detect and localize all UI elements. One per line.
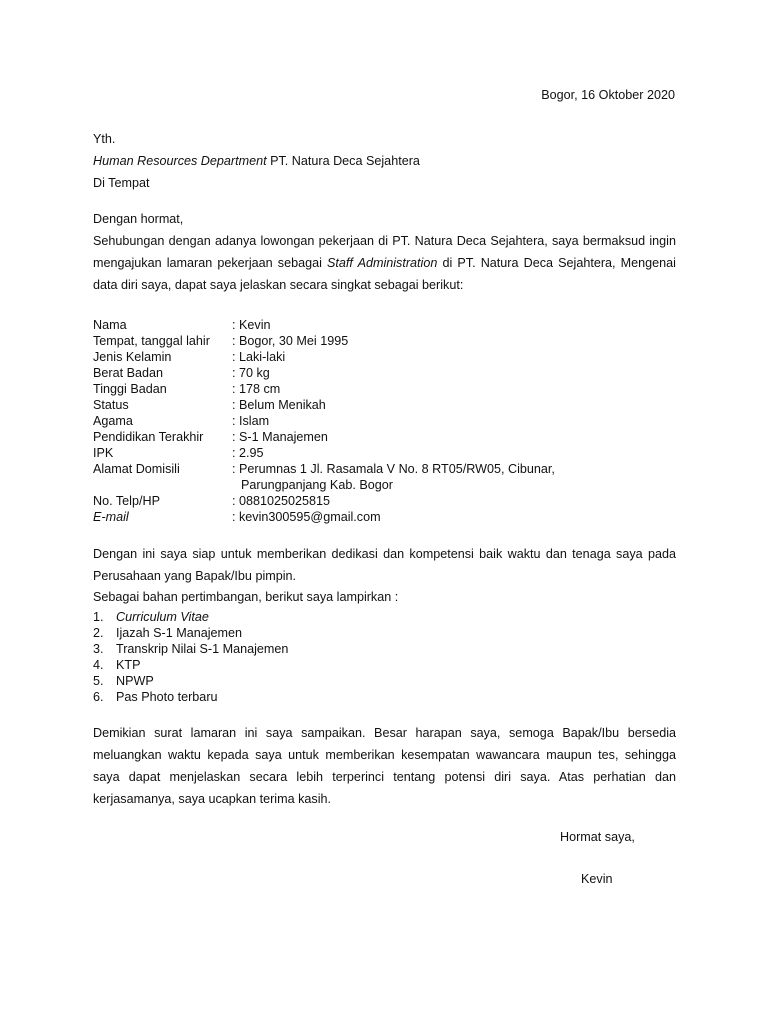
list-item — [93, 641, 288, 657]
data-label: Tempat, tanggal lahir — [93, 334, 210, 348]
data-value: : Laki-laki — [232, 350, 286, 364]
list-number: 5. — [93, 674, 104, 688]
data-label: Berat Badan — [93, 366, 164, 380]
list-number: 1. — [93, 610, 104, 624]
list-text: Curriculum Vitae — [116, 610, 209, 624]
sign-off: Hormat saya, — [560, 830, 635, 844]
data-label: Alamat Domisili — [93, 462, 180, 476]
attachments-list — [93, 609, 288, 705]
data-label: Nama — [93, 318, 127, 332]
list-text: Transkrip Nilai S-1 Manajemen — [116, 642, 289, 656]
salutation: Dengan hormat, — [93, 212, 184, 226]
recipient-location: Di Tempat — [93, 176, 150, 190]
data-row — [93, 413, 555, 429]
address-line-1: : Perumnas 1 Jl. Rasamala V No. 8 RT05/RW05, Cibunar, — [232, 462, 555, 476]
intro-paragraph — [93, 230, 676, 296]
dedication-paragraph: Dengan ini saya siap untuk memberikan dedikasi dan kompetensi baik waktu dan tenaga saya pada Perusahaan yang Bapak/Ibu pimpin. — [93, 547, 676, 583]
recipient-greeting: Yth. — [93, 132, 116, 146]
list-text: Ijazah S-1 Manajemen — [116, 626, 243, 640]
data-row — [93, 317, 555, 333]
list-text: NPWP — [116, 674, 154, 688]
data-value: : Belum Menikah — [232, 398, 326, 412]
data-label: Tinggi Badan — [93, 382, 167, 396]
data-label: Agama — [93, 414, 133, 428]
data-label: Jenis Kelamin — [93, 350, 172, 364]
recipient-department: Human Resources Department — [93, 154, 267, 168]
data-row — [93, 429, 555, 445]
data-row — [93, 509, 555, 525]
list-item — [93, 609, 288, 625]
data-label: No. Telp/HP — [93, 494, 160, 508]
data-label: Status — [93, 398, 129, 412]
address-line-2: Parungpanjang Kab. Bogor — [241, 478, 393, 492]
signature-name: Kevin — [581, 872, 613, 886]
data-value: : Kevin — [232, 318, 271, 332]
data-label: IPK — [93, 446, 114, 460]
data-value: : 178 cm — [232, 382, 281, 396]
list-item — [93, 689, 288, 705]
list-item — [93, 673, 288, 689]
closing-paragraph: Demikian surat lamaran ini saya sampaikan. Besar harapan saya, semoga Bapak/Ibu bersedia meluangkan waktu kepada saya untuk memberikan kesempatan wawancara maupun tes, sehingga saya dapat menjelaskan secara lebih terperinci tentang potensi diri saya. Atas perhatian dan kerjasamanya, saya ucapkan terima kasih. — [93, 726, 676, 806]
intro-position: Staff Administration — [327, 256, 438, 270]
attachments-intro: Sebagai bahan pertimbangan, berikut saya lampirkan : — [93, 590, 399, 604]
data-value: : Islam — [232, 414, 270, 428]
data-label: Pendidikan Terakhir — [93, 430, 204, 444]
data-row — [93, 445, 555, 461]
data-value: : Bogor, 30 Mei 1995 — [232, 334, 349, 348]
data-row — [93, 365, 555, 381]
intro-text-2: di PT. Natura Deca Sejahtera, Mengenai data diri saya, dapat saya jelaskan secara singkat sebagai berikut: — [93, 256, 676, 292]
data-row — [93, 333, 555, 349]
recipient-company: PT. Natura Deca Sejahtera — [266, 154, 420, 168]
recipient-company-line — [93, 150, 420, 172]
data-row — [93, 461, 555, 493]
data-row — [93, 349, 555, 365]
list-number: 2. — [93, 626, 104, 640]
data-row — [93, 493, 555, 509]
list-number: 4. — [93, 658, 104, 672]
data-value: : S-1 Manajemen — [232, 430, 328, 444]
list-item — [93, 625, 288, 641]
data-row — [93, 397, 555, 413]
data-label: E-mail — [93, 510, 129, 524]
letter-date: Bogor, 16 Oktober 2020 — [541, 88, 675, 102]
list-number: 6. — [93, 690, 104, 704]
intro-text-1: Sehubungan dengan adanya lowongan pekerjaan di PT. Natura Deca Sejahtera, saya bermaksud ingin mengajukan lamaran pekerjaan sebagai — [93, 234, 676, 270]
data-value: : 2.95 — [232, 446, 264, 460]
data-value: : 0881025025815 — [232, 494, 331, 508]
recipient-block — [93, 128, 420, 194]
data-row — [93, 381, 555, 397]
data-value: : kevin300595@gmail.com — [232, 510, 381, 524]
list-text: KTP — [116, 658, 141, 672]
personal-data-table — [93, 317, 555, 525]
list-number: 3. — [93, 642, 104, 656]
list-text: Pas Photo terbaru — [116, 690, 218, 704]
data-value-address — [232, 461, 555, 493]
list-item — [93, 657, 288, 673]
data-value: : 70 kg — [232, 366, 270, 380]
